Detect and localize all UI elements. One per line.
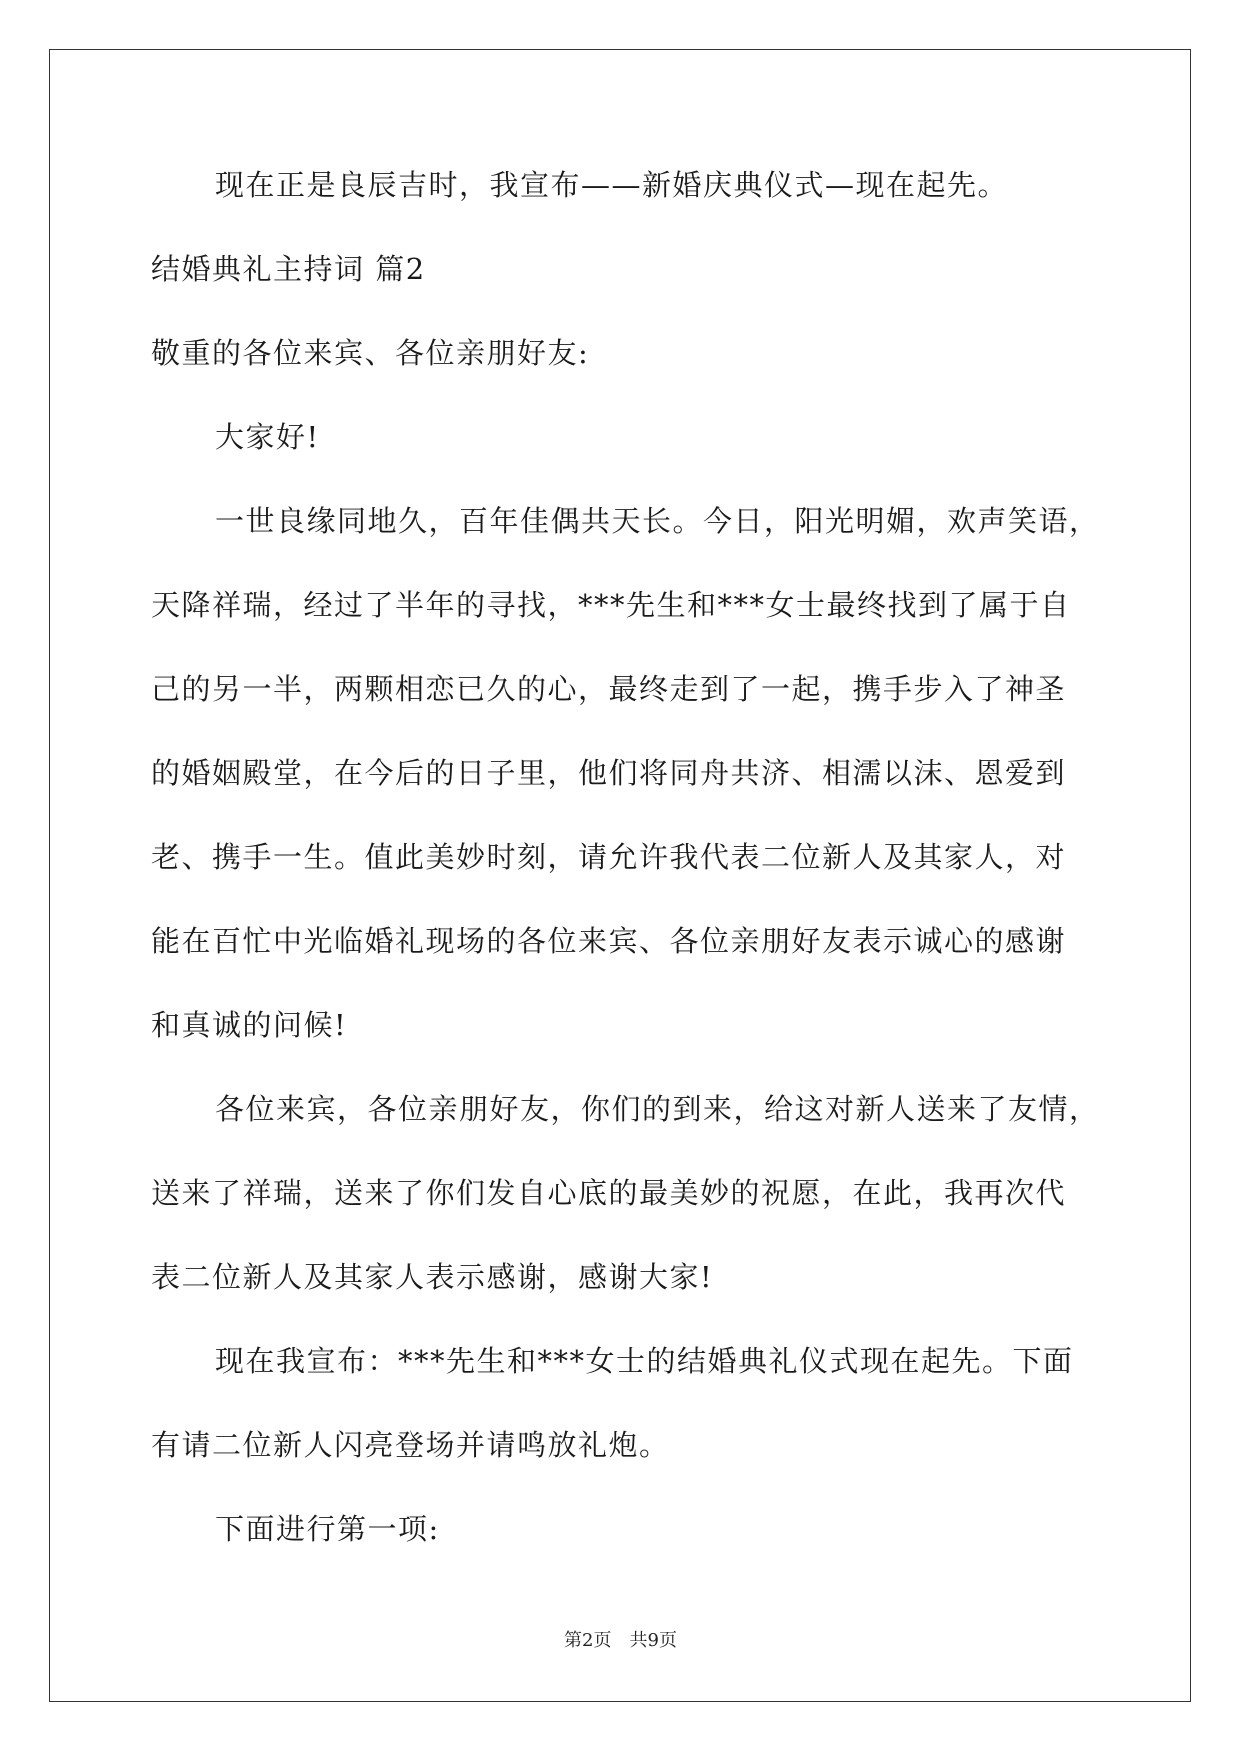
- paragraph-line: 天降祥瑞，经过了半年的寻找，***先生和***女士最终找到了属于自: [151, 588, 1071, 622]
- paragraph-line: 现在正是良辰吉时，我宣布——新婚庆典仪式—现在起先。: [215, 168, 1009, 202]
- paragraph-line: 一世良缘同地久，百年佳偶共天长。今日，阳光明媚，欢声笑语，: [215, 504, 1100, 538]
- paragraph-line: 能在百忙中光临婚礼现场的各位来宾、各位亲朋好友表示诚心的感谢: [151, 924, 1067, 958]
- paragraph-line: 各位来宾，各位亲朋好友，你们的到来，给这对新人送来了友情，: [215, 1092, 1100, 1126]
- paragraph-line: 老、携手一生。值此美妙时刻，请允许我代表二位新人及其家人，对: [151, 840, 1067, 874]
- document-body: [151, 165, 1111, 1593]
- paragraph-line: 下面进行第一项:: [215, 1512, 440, 1546]
- paragraph-line: 送来了祥瑞，送来了你们发自心底的最美妙的祝愿，在此，我再次代: [151, 1176, 1067, 1210]
- paragraph-line: 己的另一半，两颗相恋已久的心，最终走到了一起，携手步入了神圣: [151, 672, 1067, 706]
- greeting: 大家好!: [215, 420, 320, 454]
- paragraph-line: 现在我宣布：***先生和***女士的结婚典礼仪式现在起先。下面: [215, 1344, 1074, 1378]
- salutation: 敬重的各位来宾、各位亲朋好友:: [151, 336, 590, 370]
- section-heading: 结婚典礼主持词 篇2: [151, 252, 426, 286]
- paragraph-line: 有请二位新人闪亮登场并请鸣放礼炮。: [151, 1428, 670, 1462]
- page-number: 第2页 共9页: [564, 1630, 677, 1651]
- paragraph-line: 表二位新人及其家人表示感谢，感谢大家!: [151, 1260, 714, 1294]
- paragraph-line: 和真诚的问候!: [151, 1008, 348, 1042]
- paragraph-line: 的婚姻殿堂，在今后的日子里，他们将同舟共济、相濡以沫、恩爱到: [151, 756, 1067, 790]
